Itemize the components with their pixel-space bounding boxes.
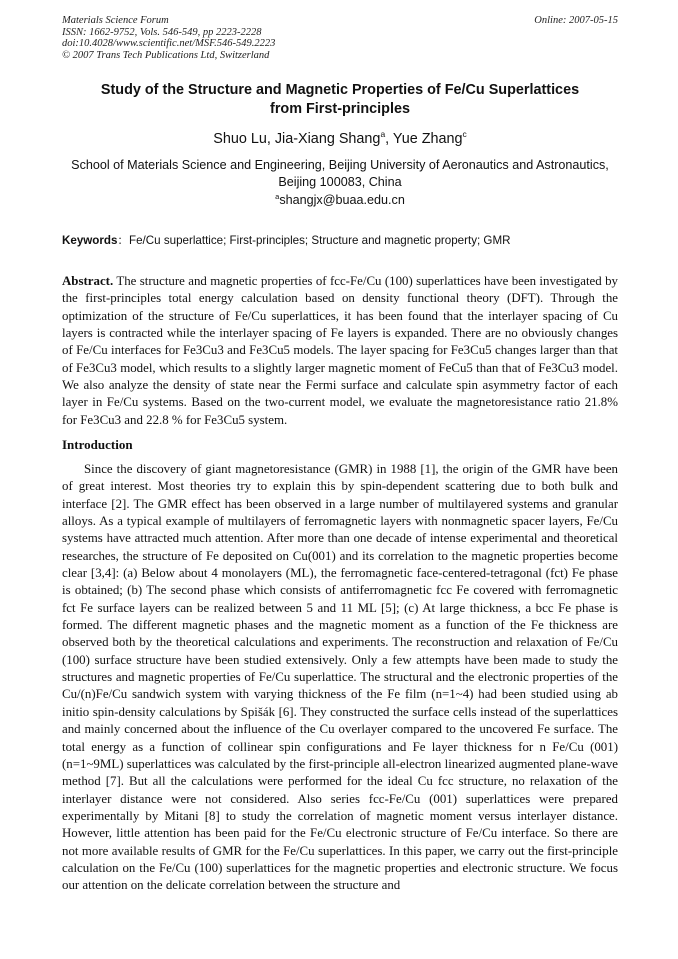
- paper-title: [62, 81, 618, 119]
- author-names-2: , Yue Zhang: [385, 131, 463, 147]
- abstract-label: Abstract.: [62, 274, 114, 288]
- online-date: Online: 2007-05-15: [534, 15, 618, 26]
- keywords-line: [62, 233, 618, 248]
- email-marker: a: [275, 192, 280, 201]
- journal-name: Materials Science Forum: [62, 15, 169, 26]
- affiliation-line-2: Beijing 100083, China: [278, 175, 402, 189]
- section-heading-introduction: Introduction: [62, 437, 133, 452]
- author-affil-marker-c: c: [462, 129, 467, 139]
- email-address[interactable]: shangjx@buaa.edu.cn: [279, 193, 405, 207]
- author-email: [62, 192, 618, 208]
- publication-header: [62, 15, 618, 61]
- author-names-1: Shuo Lu, Jia-Xiang Shang: [213, 131, 381, 147]
- affiliation: [62, 157, 618, 191]
- keywords-label: Keywords: [62, 234, 118, 247]
- doi-line: doi:10.4028/www.scientific.net/MSF.546-549.2223: [62, 38, 276, 50]
- introduction-paragraph: Since the discovery of giant magnetoresistance (GMR) in 1988 [1], the origin of the GMR have been of great interest. Most theories try to explain this by spin-dependent scattering due to both bulk and interface [2]. The GMR effect has been observed in a large number of multilayered systems and granular alloys. As a typical example of multilayers of ferromagnetic layers with nonmagnetic spacer layers, Fe/Cu systems have attracted much attention. After more than one decade of intense experimental and theoretical researches, the structure of Fe deposited on Cu(001) and its correlation to the magnetic properties become clear [3,4]: (a) Below about 4 monolayers (ML), the ferromagnetic face-centered-tetragonal (fct) Fe phase is obtained; (b) The second phase which consists of antiferromagnetic fcc Fe covered with ferromagnetic fct Fe surface layers can be realized between 5 and 11 ML [5]; (c) At large thickness, a bcc Fe phase is formed. The different magnetic phases and the magnetic moment as a function of the Fe thickness are observed both by the theoretical calculations and experiments. The reconstruction and relaxation of Fe/Cu (100) surface structure have been studied extensively. Only a few attempts have been made to study the structures and magnetic properties of Fe/Cu superlattice. The structural and the electronic properties of the Cu/(n)Fe/Cu sandwich system with varying thickness of the Fe film (n=1~4) had been studied using ab initio spin-density calculations by Spišák [6]. They constructed the surface cells instead of the superlattices and mainly concerned about the influence of the Cu overlayer compared to the uncovered Fe surface. The total energy as a function of collinear spin configurations and Fe layer thickness for n Fe/Cu (001) (n=1~9ML) superlattices was calculated by the first-principle all-electron linearized augmented plane-wave method [7]. But all the calculations were performed for the ideal Cu fcc structure, no relaxation of the interlayer distance were not considered. Also series fcc-Fe/Cu (001) superlattices were prepared experimentally by Mitani [8] to study the correlation of magnetic moment versus interlayer distance. However, little attention has been paid for the Fe/Cu electronic structure of Fe/Cu interface. So there are not more available results of GMR for the Fe/Cu superlattices. In this paper, we carry out the first-principle calculation on the Fe/Cu (100) superlattices for the magnetic properties and electronic structure. We focus our attention on the delicate correlation between the structure and: [62, 462, 618, 893]
- copyright-line: © 2007 Trans Tech Publications Ltd, Switzerland: [62, 49, 270, 61]
- title-line-1: Study of the Structure and Magnetic Properties of Fe/Cu Superlattices: [100, 82, 580, 98]
- abstract-text: The structure and magnetic properties of fcc-Fe/Cu (100) superlattices have been investigated by the first-principles total energy calculation based on density functional theory (DFT). Through the optimization of the structure of Fe/Cu superlattices, it has been found that the interlayer spacing of Cu layers is contracted while the interlayer spacing of Fe layers is expanded. There are no obviously changes of Fe/Cu interfaces for Fe3Cu3 and Fe3Cu5 models. The layer spacing for Fe3Cu5 changes larger than that of Fe3Cu3 model, which results to a slightly larger magnetic moment of FeCu5 than that of Fe3Cu3 model. We also analyze the density of state near the Fermi surface and calculate spin asymmetry factor of each layer in Fe/Cu systems. Based on the two-current model, we evaluate the magnetoresistance ratio 21.8% for Fe3Cu3 and 22.8 % for Fe3Cu5 system.: [62, 274, 618, 427]
- author-list: [62, 130, 618, 148]
- affiliation-line-1: School of Materials Science and Engineering, Beijing University of Aeronautics and Astronautics,: [71, 158, 609, 172]
- keywords-separator: ：: [117, 234, 130, 247]
- keywords-text: Fe/Cu superlattice; First-principles; Structure and magnetic property; GMR: [129, 234, 511, 247]
- issn-line: ISSN: 1662-9752, Vols. 546-549, pp 2223-2228: [62, 26, 262, 38]
- author-affil-marker-a: a: [380, 129, 386, 139]
- title-line-2: from First-principles: [270, 101, 410, 117]
- abstract: [62, 273, 618, 429]
